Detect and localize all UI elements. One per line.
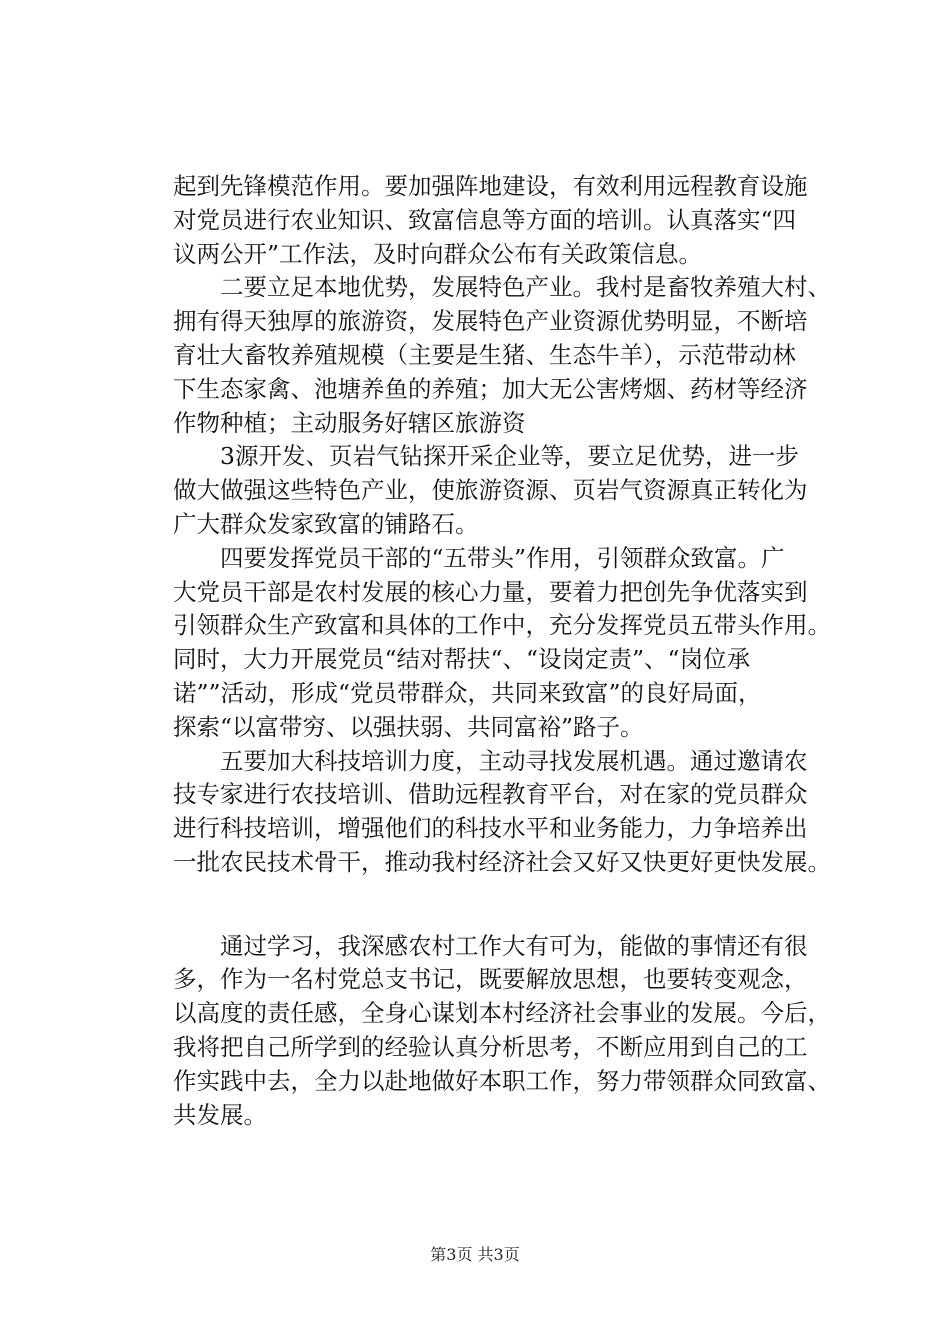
text-line: 对党员进行农业知识、致富信息等方面的培训。认真落实“四 [173,205,797,234]
text-line: 育壮大畜牧养殖规模（主要是生猪、生态牛羊），示范带动林 [173,340,796,369]
text-line: 起到先锋模范作用。要加强阵地建设，有效利用远程教育设施 [173,172,808,200]
text-line: 诺””活动，形成“党员带群众，共同来致富”的良好局面， [173,678,762,707]
closing-paragraph [173,930,853,1133]
text-line: 五要加大科技培训力度，主动寻找发展机遇。通过邀请农 [220,746,808,775]
text-line: 议两公开”工作法，及时向群众公布有关政策信息。 [173,239,703,268]
text-line: 引领群众生产致富和具体的工作中，充分发挥党员五带头作用。 [173,611,831,640]
text-line: 一批农民技术骨干，推动我村经济社会又好又快更好更快发展。 [173,847,831,876]
text-line: 二要立足本地优势，发展特色产业。我村是畜牧养殖大村、 [220,273,831,302]
text-line: 四要发挥党员干部的“五带头”作用，引领群众致富。广 [220,543,785,572]
text-line: 作物种植；主动服务好辖区旅游资 [173,408,526,437]
text-line: 拥有得天独厚的旅游资，发展特色产业资源优势明显，不断培 [173,307,808,336]
text-line: 共发展。 [173,1100,267,1129]
text-line: 大党员干部是农村发展的核心力量，要着力把创先争优落实到 [173,577,808,606]
text-line: 探索“以富带穷、以强扶弱、共同富裕”路子。 [173,712,644,741]
text-line: 作实践中去，全力以赴地做好本职工作，努力带领群众同致富、 [173,1066,831,1095]
text-line: 广大群众发家致富的铺路石。 [173,509,479,538]
text-line: 下生态家禽、池塘养鱼的养殖；加大无公害烤烟、药材等经济 [173,374,808,403]
text-line: 3源开发、页岩气钻探开采企业等，要立足优势，进一步 [220,442,799,471]
text-line: 我将把自己所学到的经验认真分析思考，不断应用到自己的工 [173,1032,808,1061]
paragraph-spacer [173,880,853,914]
paragraph-gap [173,914,853,930]
text-line: 多，作为一名村党总支书记，既要解放思想，也要转变观念， [173,965,808,994]
page-footer: 第3页 共3页 [430,1245,520,1264]
document-body [173,170,853,1132]
text-line: 技专家进行农技培训、借助远程教育平台，对在家的党员群众 [173,780,808,809]
text-line: 通过学习，我深感农村工作大有可为，能做的事情还有很 [220,931,808,960]
text-line: 以高度的责任感，全身心谋划本村经济社会事业的发展。今后， [173,999,831,1028]
main-paragraphs [173,170,853,880]
text-line: 同时，大力开展党员“结对帮扶“、“设岗定责”、“岗位承 [173,645,751,674]
text-line: 做大做强这些特色产业，使旅游资源、页岩气资源真正转化为 [173,476,808,505]
text-line: 进行科技培训，增强他们的科技水平和业务能力，力争培养出 [173,814,808,843]
